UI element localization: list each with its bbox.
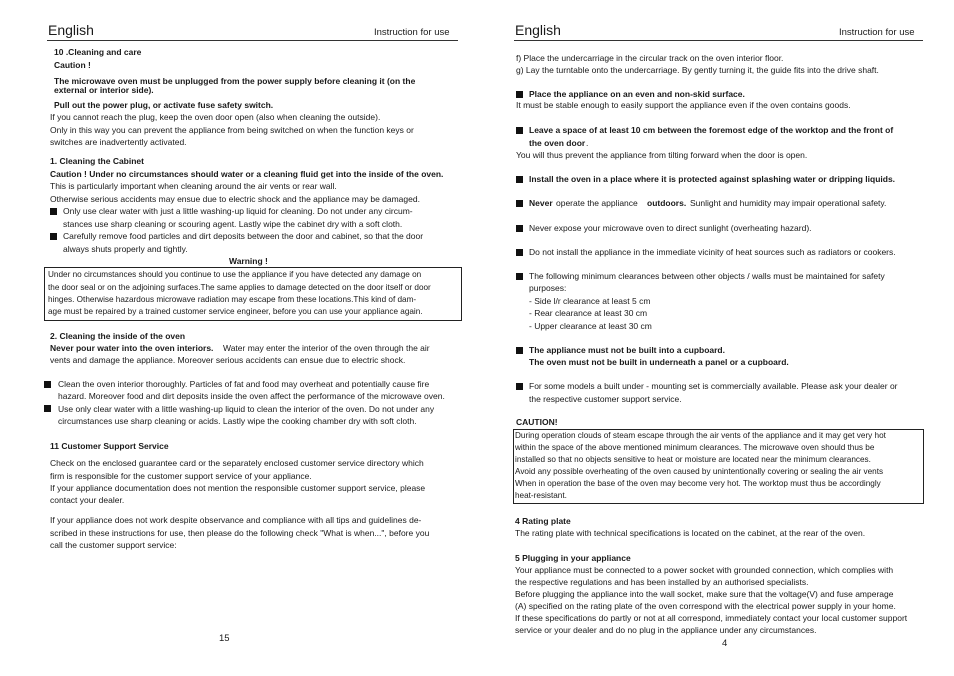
bullet-text: Only use clear water with just a little washing-up liquid for cleaning. Do not under any circum- bbox=[63, 206, 413, 216]
caution-text: When in operation the base of the oven may become very hot. The worktop must thus be accordingly bbox=[515, 479, 881, 488]
caution-text: Avoid any possible overheating of the oven caused by unintentionally covering or sealing the air vents bbox=[515, 467, 884, 476]
page-number: 4 bbox=[722, 638, 728, 649]
bullet-icon bbox=[516, 249, 523, 256]
page-header-subtitle: Instruction for use bbox=[839, 27, 915, 38]
header-rule bbox=[514, 40, 923, 41]
bullet-text: The following minimum clearances between other objects / walls must be maintained for safety bbox=[529, 271, 885, 281]
bullet-text: Do not install the appliance in the immediate vicinity of heat sources such as radiators or cookers. bbox=[529, 247, 896, 257]
bullet-text-bold: Leave a space of at least 10 cm between the foremost edge of the worktop and the front of bbox=[529, 125, 894, 135]
bullet-text: Carefully remove food particles and dirt deposits between the door and cabinet, so that the door bbox=[63, 231, 424, 241]
header-rule bbox=[47, 40, 458, 41]
text-line-bold: Never pour water into the oven interiors. bbox=[50, 343, 214, 353]
page-header-title: English bbox=[48, 22, 94, 38]
page-header-title: English bbox=[515, 22, 561, 38]
text-line-bold: outdoors. bbox=[647, 198, 687, 208]
bullet-text: always shuts properly and tightly. bbox=[63, 244, 188, 254]
text-line: firm is responsible for the customer support service of your appliance. bbox=[50, 471, 312, 481]
warning-text: Under no circumstances should you continue to use the appliance if you have detected any damage on bbox=[48, 270, 422, 279]
text-line: scribed in these instructions for use, then please do the following check "What is when...", before you bbox=[50, 528, 430, 538]
bullet-icon bbox=[516, 383, 523, 390]
caution-label: Caution ! bbox=[54, 60, 91, 70]
text-line: Otherwise serious accidents may ensue due to electric shock and the appliance may be damaged. bbox=[50, 194, 420, 204]
text-line: the respective regulations and has been installed by an authorised specialists. bbox=[515, 577, 809, 587]
bullet-icon bbox=[516, 176, 523, 183]
bullet-text: purposes: bbox=[529, 283, 567, 293]
right-page bbox=[477, 0, 954, 676]
section-heading: 10 .Cleaning and care bbox=[54, 47, 142, 57]
subsection-heading: 2. Cleaning the inside of the oven bbox=[50, 331, 186, 341]
text-line: . bbox=[586, 138, 589, 148]
bullet-icon bbox=[516, 273, 523, 280]
bullet-text: the respective customer support service. bbox=[529, 394, 682, 404]
warning-text: hinges. Otherwise hazardous microwave radiation may escape from these locations.This kind of dam- bbox=[48, 295, 417, 304]
text-line: (A) specified on the rating plate of the oven correspond with the electrical power supply in your home. bbox=[515, 601, 896, 611]
text-line: external or interior side). bbox=[54, 85, 154, 95]
bullet-text-bold: Never bbox=[529, 198, 553, 208]
text-line: Pull out the power plug, or activate fuse safety switch. bbox=[54, 100, 274, 110]
bullet-icon bbox=[44, 405, 51, 412]
bullet-icon bbox=[516, 91, 523, 98]
bullet-text: circumstances use sharp cleaning or acids. Lastly wipe the cooking chamber dry with soft cloth. bbox=[58, 416, 417, 426]
text-line: Sunlight and humidity may impair operational safety. bbox=[690, 198, 887, 208]
caution-text: heat-resistant. bbox=[515, 491, 567, 500]
text-line: call the customer support service: bbox=[50, 540, 177, 550]
text-line: contact your dealer. bbox=[50, 495, 125, 505]
clearance-line: - Upper clearance at least 30 cm bbox=[529, 321, 652, 331]
text-line: Check on the enclosed guarantee card or the separately enclosed customer service directory which bbox=[50, 458, 424, 468]
bullet-text-bold: The appliance must not be built into a cupboard. bbox=[529, 345, 725, 355]
bullet-text: hazard. Moreover food and dirt deposits inside the oven affect the performance of the microwave oven. bbox=[58, 391, 445, 401]
bullet-icon bbox=[516, 200, 523, 207]
bullet-text: Never expose your microwave oven to direct sunlight (overheating hazard). bbox=[529, 223, 812, 233]
bullet-icon bbox=[44, 381, 51, 388]
text-line: Your appliance must be connected to a power socket with grounded connection, which complies with bbox=[515, 565, 894, 575]
caution-text: installed so that no objects sensitive to heat or moisture are located near the minimum clearances. bbox=[515, 455, 871, 464]
text-line: operate the appliance bbox=[556, 198, 638, 208]
text-line: Caution ! Under no circumstances should water or a cleaning fluid get into the inside of the oven. bbox=[50, 169, 444, 179]
text-line: Before plugging the appliance into the wall socket, make sure that the voltage(V) and fuse amperage bbox=[515, 589, 894, 599]
bullet-icon bbox=[516, 225, 523, 232]
bullet-text: Clean the oven interior thoroughly. Particles of fat and food may overheat and potentially cause fire bbox=[58, 379, 430, 389]
page-header-subtitle: Instruction for use bbox=[374, 27, 450, 38]
step-line: f) Place the undercarriage in the circular track on the oven interior floor. bbox=[516, 53, 784, 63]
bullet-text: For some models a built under - mounting set is commercially available. Please ask your dealer or bbox=[529, 381, 898, 391]
bullet-text-bold: Install the oven in a place where it is protected against splashing water or dripping liquids. bbox=[529, 174, 896, 184]
section-heading: 11 Customer Support Service bbox=[50, 441, 169, 451]
subsection-heading: 1. Cleaning the Cabinet bbox=[50, 156, 144, 166]
text-line: The microwave oven must be unplugged from the power supply before cleaning it (on the bbox=[54, 76, 416, 86]
bullet-text: Use only clear water with a little washing-up liquid to clean the interior of the oven. Do not under any bbox=[58, 404, 435, 414]
bullet-icon bbox=[50, 233, 57, 240]
text-line: service or your dealer and do no plug in the appliance under any circumstances. bbox=[515, 625, 817, 635]
bullet-icon bbox=[516, 347, 523, 354]
text-line: If these specifications do partly or not at all correspond, immediately contact your local customer support bbox=[515, 613, 908, 623]
caution-label: CAUTION! bbox=[516, 417, 558, 427]
text-line: If your appliance does not work despite observance and compliance with all tips and guidelines de- bbox=[50, 515, 422, 525]
clearance-line: - Rear clearance at least 30 cm bbox=[529, 308, 648, 318]
text-line: The rating plate with technical specifications is located on the cabinet, at the rear of the oven. bbox=[515, 528, 866, 538]
warning-text: the door seal or on the adjoining surfaces.The same applies to damage detected on the door itself or door bbox=[48, 283, 431, 292]
text-line: This is particularly important when cleaning around the air vents or rear wall. bbox=[50, 181, 337, 191]
section-heading: 4 Rating plate bbox=[515, 516, 571, 526]
warning-label: Warning ! bbox=[229, 256, 268, 266]
bullet-icon bbox=[50, 208, 57, 215]
text-line: If your appliance documentation does not mention the responsible customer support service, please bbox=[50, 483, 426, 493]
section-heading: 5 Plugging in your appliance bbox=[515, 553, 631, 563]
text-line: vents and damage the appliance. Moreover serious accidents can ensue due to electric shock. bbox=[50, 355, 406, 365]
page-number: 15 bbox=[219, 633, 230, 644]
bullet-text-bold: the oven door bbox=[529, 138, 586, 148]
warning-text: age must be repaired by a trained customer service engineer, before you can use your appliance again. bbox=[48, 307, 423, 316]
caution-text: within the space of the above mentioned minimum clearances. The microwave oven should thus be bbox=[515, 443, 875, 452]
text-line: Only in this way you can prevent the appliance from being switched on when the function keys or bbox=[50, 125, 414, 135]
caution-text: During operation clouds of steam escape through the air vents of the appliance and it may get very hot bbox=[515, 431, 886, 440]
clearance-line: - Side l/r clearance at least 5 cm bbox=[529, 296, 651, 306]
text-line: It must be stable enough to easily support the appliance even if the oven contains goods. bbox=[516, 100, 851, 110]
bullet-text-bold: Place the appliance on an even and non-skid surface. bbox=[529, 89, 745, 99]
step-line: g) Lay the turntable onto the undercarriage. By gently turning it, the guide fits into the drive shaft. bbox=[516, 65, 879, 75]
bullet-text-bold: The oven must not be built in underneath a panel or a cupboard. bbox=[529, 357, 789, 367]
text-line: Water may enter the interior of the oven through the air bbox=[223, 343, 430, 353]
text-line: You will thus prevent the appliance from tilting forward when the door is open. bbox=[516, 150, 808, 160]
text-line: switches are inadvertently activated. bbox=[50, 137, 187, 147]
bullet-icon bbox=[516, 127, 523, 134]
text-line: If you cannot reach the plug, keep the oven door open (also when cleaning the outside). bbox=[50, 112, 381, 122]
bullet-text: stances use sharp cleaning or scouring agent. Lastly wipe the cabinet dry with a soft cloth. bbox=[63, 219, 403, 229]
